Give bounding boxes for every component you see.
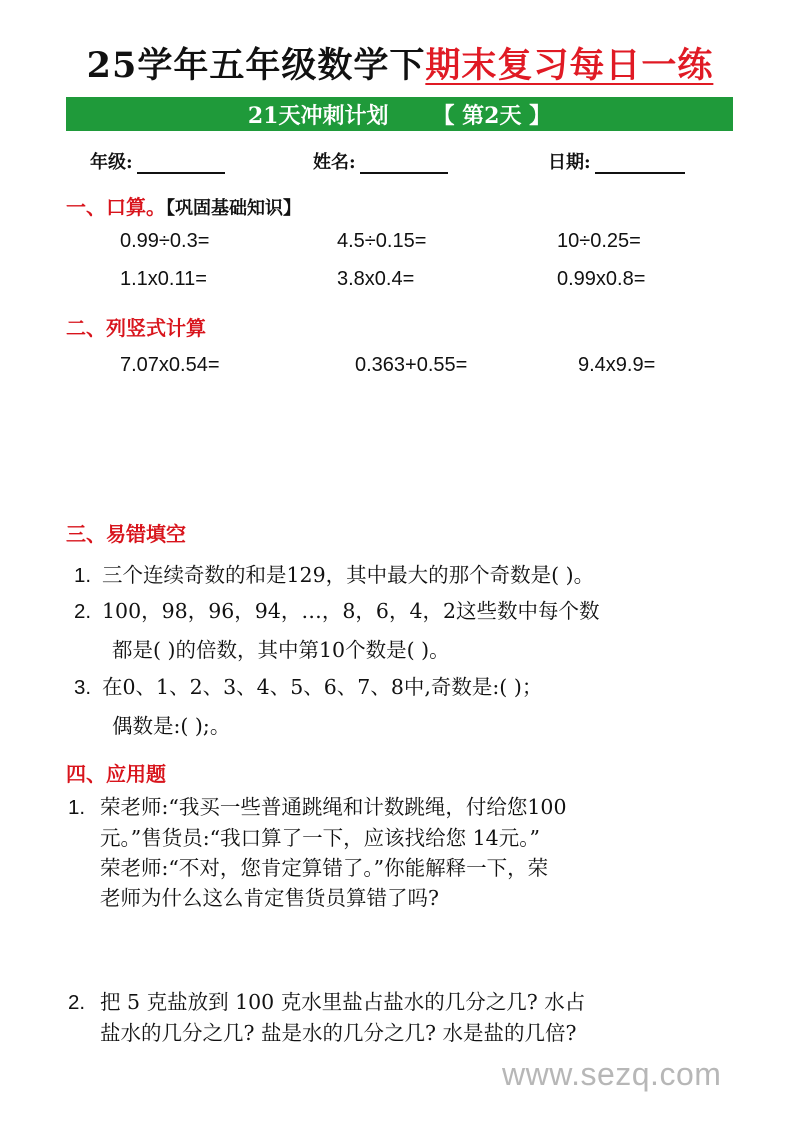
section4-title: 四、应用题: [66, 762, 166, 786]
question-text-cont: 偶数是:( );。: [112, 714, 231, 738]
name-blank[interactable]: [360, 152, 448, 174]
vertical-calc-item: 0.363+0.55=: [355, 354, 468, 376]
oral-calc-item: 0.99x0.8=: [557, 268, 646, 290]
grade-blank[interactable]: [137, 152, 225, 174]
fill-question-1: [74, 556, 594, 595]
page-title: [0, 38, 800, 94]
problem-line: 把 5 克盐放到 100 克水里盐占盐水的几分之几? 水占: [100, 990, 586, 1014]
grade-field: [90, 148, 225, 174]
section1-heading: 一、口算。: [66, 195, 166, 219]
section1-title: [66, 191, 301, 220]
day-label: 【 第2天 】: [432, 102, 552, 129]
fill-question-2: [74, 592, 600, 669]
oral-calc-item: 0.99÷0.3=: [120, 230, 210, 252]
date-label: 日期:: [548, 152, 591, 173]
question-text-cont: 都是( )的倍数，其中第10个数是( )。: [112, 638, 450, 662]
vertical-calc-item: 9.4x9.9=: [578, 354, 656, 376]
word-problem-2: [68, 987, 585, 1048]
fill-question-3: [74, 668, 542, 745]
problem-line: 盐水的几分之几? 盐是水的几分之几? 水是盐的几倍?: [100, 1021, 577, 1045]
title-red: 期末复习每日一练: [425, 45, 714, 86]
question-text: 100，98，96，94，…，8，6，4，2这些数中每个数: [102, 599, 600, 623]
problem-line: 荣老师:“我买一些普通跳绳和计数跳绳，付给您100: [100, 795, 567, 819]
question-text: 三个连续奇数的和是129，其中最大的那个奇数是( )。: [102, 563, 595, 587]
date-field: [548, 148, 685, 174]
problem-line: 荣老师:“不对，您肯定算错了。”你能解释一下，荣: [100, 856, 549, 880]
section1-subtitle: 【巩固基础知识】: [166, 198, 301, 219]
oral-calc-item: 10÷0.25=: [557, 230, 641, 252]
date-blank[interactable]: [595, 152, 685, 174]
question-number: 3.: [74, 676, 92, 699]
watermark: www.sezq.com: [502, 1056, 722, 1092]
problem-line: 元。”售货员:“我口算了一下，应该找给您 14元。”: [100, 826, 540, 850]
oral-calc-item: 3.8x0.4=: [337, 268, 415, 290]
plan-banner: [66, 97, 733, 131]
question-text: 在0、1、2、3、4、5、6、7、8中,奇数是:( )；: [102, 675, 543, 699]
oral-calc-item: 4.5÷0.15=: [337, 230, 427, 252]
word-problem-1: [68, 792, 567, 913]
plan-label: 21天冲刺计划: [247, 102, 389, 129]
name-label: 姓名:: [313, 152, 356, 173]
problem-number: 2.: [68, 991, 86, 1014]
problem-number: 1.: [68, 796, 86, 819]
question-number: 2.: [74, 600, 92, 623]
grade-label: 年级:: [90, 152, 133, 173]
problem-line: 老师为什么这么肯定售货员算错了吗?: [100, 886, 439, 910]
section2-title: 二、列竖式计算: [66, 316, 206, 340]
question-number: 1.: [74, 564, 92, 587]
section3-title: 三、易错填空: [66, 522, 186, 546]
vertical-calc-item: 7.07x0.54=: [120, 354, 220, 376]
info-row: [0, 148, 800, 174]
title-black: 25学年五年级数学下: [86, 45, 426, 86]
oral-calc-item: 1.1x0.11=: [120, 268, 207, 290]
name-field: [313, 148, 448, 174]
